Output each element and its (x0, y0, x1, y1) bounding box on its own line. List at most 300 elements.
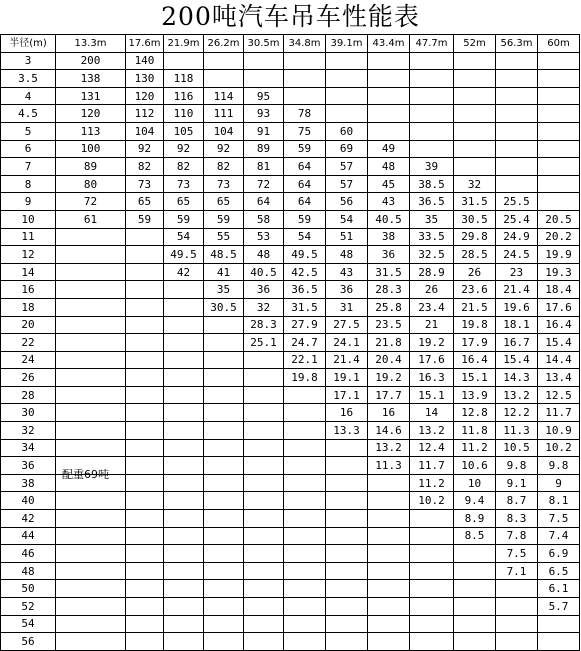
capacity-cell (164, 351, 204, 369)
capacity-cell (56, 510, 126, 528)
capacity-cell: 42.5 (284, 263, 326, 281)
capacity-cell: 82 (126, 158, 164, 176)
table-row (1, 439, 580, 457)
capacity-cell (244, 527, 284, 545)
radius-cell: 8 (1, 175, 56, 193)
capacity-cell: 59 (164, 210, 204, 228)
capacity-cell: 72 (56, 193, 126, 211)
radius-cell: 24 (1, 351, 56, 369)
capacity-cell: 12.8 (454, 404, 496, 422)
capacity-cell: 57 (326, 175, 368, 193)
capacity-cell: 82 (164, 158, 204, 176)
capacity-cell (204, 474, 244, 492)
capacity-cell: 42 (164, 263, 204, 281)
table-row (1, 510, 580, 528)
capacity-cell: 105 (164, 122, 204, 140)
capacity-cell (126, 422, 164, 440)
capacity-cell: 48 (244, 246, 284, 264)
capacity-cell (244, 422, 284, 440)
capacity-cell: 15.4 (538, 334, 580, 352)
capacity-cell: 18.4 (538, 281, 580, 299)
capacity-cell: 19.8 (454, 316, 496, 334)
capacity-cell: 28.5 (454, 246, 496, 264)
table-row (1, 122, 580, 140)
capacity-cell (368, 562, 410, 580)
radius-cell: 42 (1, 510, 56, 528)
table-row (1, 369, 580, 387)
capacity-cell (326, 52, 368, 70)
capacity-cell (454, 70, 496, 88)
table-row (1, 580, 580, 598)
table-row (1, 422, 580, 440)
capacity-cell: 32 (244, 298, 284, 316)
capacity-cell (368, 633, 410, 651)
capacity-cell (368, 615, 410, 633)
capacity-cell (410, 87, 454, 105)
capacity-cell: 29.8 (454, 228, 496, 246)
capacity-cell: 15.1 (410, 386, 454, 404)
capacity-cell (204, 457, 244, 475)
capacity-cell (538, 615, 580, 633)
capacity-cell: 200 (56, 52, 126, 70)
capacity-cell: 13.9 (454, 386, 496, 404)
capacity-cell: 56 (326, 193, 368, 211)
radius-cell: 4.5 (1, 105, 56, 123)
table-row (1, 70, 580, 88)
radius-cell: 46 (1, 545, 56, 563)
table-row (1, 263, 580, 281)
capacity-cell: 16.4 (538, 316, 580, 334)
table-row (1, 52, 580, 70)
radius-cell: 30 (1, 404, 56, 422)
capacity-cell: 9.1 (496, 474, 538, 492)
capacity-cell: 104 (126, 122, 164, 140)
capacity-cell: 112 (126, 105, 164, 123)
capacity-cell: 17.7 (368, 386, 410, 404)
capacity-cell: 8.3 (496, 510, 538, 528)
capacity-cell (410, 122, 454, 140)
table-row (1, 633, 580, 651)
capacity-cell: 17.6 (538, 298, 580, 316)
capacity-cell (244, 492, 284, 510)
capacity-cell: 17.6 (410, 351, 454, 369)
capacity-cell: 60 (326, 122, 368, 140)
radius-cell: 32 (1, 422, 56, 440)
capacity-cell: 19.2 (410, 334, 454, 352)
capacity-cell (164, 316, 204, 334)
capacity-cell: 31.5 (368, 263, 410, 281)
capacity-cell: 8.1 (538, 492, 580, 510)
radius-header: 半径(m) (1, 35, 56, 53)
radius-cell: 6 (1, 140, 56, 158)
table-row (1, 281, 580, 299)
counterweight-note: 配重69吨 (62, 468, 109, 481)
capacity-cell: 15.1 (454, 369, 496, 387)
capacity-cell (496, 70, 538, 88)
capacity-cell (126, 228, 164, 246)
table-row (1, 246, 580, 264)
capacity-cell (326, 457, 368, 475)
capacity-cell: 92 (204, 140, 244, 158)
capacity-cell: 13.3 (326, 422, 368, 440)
table-row (1, 175, 580, 193)
table-row (1, 562, 580, 580)
capacity-cell (164, 404, 204, 422)
capacity-cell: 95 (244, 87, 284, 105)
capacity-cell: 35 (204, 281, 244, 299)
capacity-cell: 19.2 (368, 369, 410, 387)
capacity-cell (204, 439, 244, 457)
capacity-cell (164, 580, 204, 598)
capacity-cell (164, 457, 204, 475)
capacity-cell: 75 (284, 122, 326, 140)
capacity-cell: 48 (326, 246, 368, 264)
capacity-cell (326, 633, 368, 651)
capacity-cell: 18.1 (496, 316, 538, 334)
table-row (1, 615, 580, 633)
radius-cell: 7 (1, 158, 56, 176)
capacity-cell: 8.7 (496, 492, 538, 510)
capacity-cell (126, 386, 164, 404)
table-row (1, 404, 580, 422)
radius-cell: 14 (1, 263, 56, 281)
table-row (1, 351, 580, 369)
capacity-cell (56, 386, 126, 404)
capacity-cell (326, 105, 368, 123)
capacity-cell (244, 510, 284, 528)
table-row (1, 193, 580, 211)
capacity-cell (410, 70, 454, 88)
capacity-cell (284, 492, 326, 510)
capacity-cell: 64 (284, 175, 326, 193)
capacity-cell: 14 (410, 404, 454, 422)
capacity-cell (244, 633, 284, 651)
capacity-cell (56, 298, 126, 316)
capacity-cell: 110 (164, 105, 204, 123)
capacity-cell (454, 52, 496, 70)
capacity-cell (454, 562, 496, 580)
capacity-cell (496, 615, 538, 633)
capacity-cell (284, 87, 326, 105)
capacity-cell: 45 (368, 175, 410, 193)
capacity-cell (244, 580, 284, 598)
capacity-cell: 23.6 (454, 281, 496, 299)
header-row (1, 35, 580, 53)
capacity-cell (126, 369, 164, 387)
capacity-cell: 6.5 (538, 562, 580, 580)
radius-cell: 22 (1, 334, 56, 352)
capacity-cell (538, 105, 580, 123)
capacity-cell: 120 (56, 105, 126, 123)
capacity-cell: 12.5 (538, 386, 580, 404)
capacity-cell: 14.4 (538, 351, 580, 369)
capacity-cell: 23.4 (410, 298, 454, 316)
capacity-cell (126, 263, 164, 281)
boom-length-header: 26.2m (204, 35, 244, 53)
capacity-cell (204, 404, 244, 422)
capacity-cell (164, 369, 204, 387)
capacity-cell: 65 (164, 193, 204, 211)
radius-cell: 5 (1, 122, 56, 140)
table-row (1, 140, 580, 158)
page-title: 200吨汽车吊车性能表 (161, 2, 420, 31)
capacity-cell: 81 (244, 158, 284, 176)
capacity-cell (164, 439, 204, 457)
capacity-cell (126, 527, 164, 545)
capacity-cell (204, 492, 244, 510)
capacity-cell: 59 (126, 210, 164, 228)
capacity-cell (126, 510, 164, 528)
capacity-cell: 111 (204, 105, 244, 123)
radius-cell: 10 (1, 210, 56, 228)
capacity-cell (244, 545, 284, 563)
capacity-cell (126, 615, 164, 633)
capacity-cell (204, 386, 244, 404)
radius-cell: 12 (1, 246, 56, 264)
capacity-cell (56, 281, 126, 299)
capacity-cell: 12.4 (410, 439, 454, 457)
capacity-cell (56, 422, 126, 440)
capacity-cell: 38 (368, 228, 410, 246)
capacity-cell (164, 298, 204, 316)
capacity-cell (368, 105, 410, 123)
table-row (1, 228, 580, 246)
capacity-cell (326, 87, 368, 105)
radius-cell: 28 (1, 386, 56, 404)
capacity-cell (326, 70, 368, 88)
capacity-cell (244, 70, 284, 88)
radius-cell: 40 (1, 492, 56, 510)
capacity-cell (368, 87, 410, 105)
capacity-cell: 65 (126, 193, 164, 211)
capacity-cell (284, 633, 326, 651)
capacity-cell (496, 140, 538, 158)
capacity-cell (538, 158, 580, 176)
capacity-cell: 28.3 (368, 281, 410, 299)
capacity-cell: 48.5 (204, 246, 244, 264)
capacity-cell: 19.8 (284, 369, 326, 387)
capacity-cell (410, 510, 454, 528)
capacity-cell: 32 (454, 175, 496, 193)
capacity-cell: 36.5 (410, 193, 454, 211)
capacity-cell (496, 633, 538, 651)
capacity-cell: 39 (410, 158, 454, 176)
capacity-cell (326, 492, 368, 510)
table-row (1, 492, 580, 510)
boom-length-header: 13.3m (56, 35, 126, 53)
capacity-cell: 118 (164, 70, 204, 88)
capacity-cell (56, 492, 126, 510)
capacity-cell: 64 (284, 193, 326, 211)
boom-length-header: 56.3m (496, 35, 538, 53)
capacity-cell: 11.2 (410, 474, 454, 492)
capacity-cell: 73 (126, 175, 164, 193)
capacity-cell (454, 105, 496, 123)
capacity-cell: 19.3 (538, 263, 580, 281)
capacity-cell: 10.6 (454, 457, 496, 475)
table-row (1, 316, 580, 334)
capacity-cell: 16.7 (496, 334, 538, 352)
capacity-cell (496, 158, 538, 176)
capacity-cell: 131 (56, 87, 126, 105)
capacity-cell: 59 (204, 210, 244, 228)
capacity-cell (410, 615, 454, 633)
capacity-cell: 24.9 (496, 228, 538, 246)
table-row (1, 598, 580, 616)
capacity-cell: 11.7 (410, 457, 454, 475)
capacity-cell: 27.5 (326, 316, 368, 334)
capacity-cell (126, 404, 164, 422)
capacity-cell: 14.6 (368, 422, 410, 440)
capacity-cell: 16 (368, 404, 410, 422)
capacity-cell (244, 369, 284, 387)
capacity-cell: 64 (244, 193, 284, 211)
capacity-cell: 49.5 (164, 246, 204, 264)
capacity-cell: 21.8 (368, 334, 410, 352)
capacity-cell (368, 122, 410, 140)
capacity-cell (410, 140, 454, 158)
capacity-cell (244, 404, 284, 422)
capacity-cell (126, 598, 164, 616)
capacity-cell: 140 (126, 52, 164, 70)
capacity-cell: 25.5 (496, 193, 538, 211)
capacity-cell: 120 (126, 87, 164, 105)
capacity-cell: 10.5 (496, 439, 538, 457)
capacity-cell (284, 70, 326, 88)
capacity-cell (454, 87, 496, 105)
capacity-cell (204, 527, 244, 545)
capacity-cell (326, 598, 368, 616)
boom-length-header: 17.6m (126, 35, 164, 53)
capacity-cell (164, 386, 204, 404)
radius-cell: 36 (1, 457, 56, 475)
capacity-cell (56, 404, 126, 422)
capacity-cell: 49 (368, 140, 410, 158)
capacity-cell: 59 (284, 210, 326, 228)
capacity-cell (244, 615, 284, 633)
capacity-cell: 21.4 (496, 281, 538, 299)
capacity-cell: 31.5 (454, 193, 496, 211)
capacity-cell (538, 140, 580, 158)
capacity-cell: 17.1 (326, 386, 368, 404)
capacity-cell: 64 (284, 158, 326, 176)
capacity-cell: 72 (244, 175, 284, 193)
capacity-cell: 92 (126, 140, 164, 158)
capacity-cell (410, 52, 454, 70)
capacity-cell (56, 562, 126, 580)
capacity-cell (326, 474, 368, 492)
capacity-cell (284, 510, 326, 528)
capacity-cell: 20.4 (368, 351, 410, 369)
capacity-cell: 100 (56, 140, 126, 158)
capacity-cell (496, 175, 538, 193)
capacity-cell (496, 598, 538, 616)
capacity-cell (284, 439, 326, 457)
capacity-cell: 16 (326, 404, 368, 422)
capacity-cell (410, 598, 454, 616)
capacity-cell (454, 580, 496, 598)
capacity-cell (244, 598, 284, 616)
capacity-cell (56, 351, 126, 369)
radius-cell: 56 (1, 633, 56, 651)
capacity-cell (368, 52, 410, 70)
capacity-cell: 89 (56, 158, 126, 176)
capacity-cell (164, 527, 204, 545)
capacity-cell (204, 545, 244, 563)
radius-cell: 54 (1, 615, 56, 633)
capacity-cell: 10.2 (538, 439, 580, 457)
capacity-cell (326, 510, 368, 528)
capacity-cell (538, 175, 580, 193)
capacity-cell: 104 (204, 122, 244, 140)
capacity-cell: 26 (454, 263, 496, 281)
capacity-cell (164, 615, 204, 633)
capacity-cell: 11.3 (496, 422, 538, 440)
capacity-cell: 19.9 (538, 246, 580, 264)
capacity-cell (284, 580, 326, 598)
capacity-cell (538, 87, 580, 105)
capacity-cell: 20.5 (538, 210, 580, 228)
capacity-cell (368, 598, 410, 616)
capacity-cell (204, 369, 244, 387)
capacity-cell: 31 (326, 298, 368, 316)
capacity-cell (164, 562, 204, 580)
capacity-cell (326, 545, 368, 563)
boom-length-header: 47.7m (410, 35, 454, 53)
capacity-cell: 69 (326, 140, 368, 158)
radius-cell: 16 (1, 281, 56, 299)
capacity-cell (126, 298, 164, 316)
capacity-cell (164, 281, 204, 299)
capacity-cell (204, 510, 244, 528)
capacity-cell: 25.4 (496, 210, 538, 228)
capacity-cell: 8.9 (454, 510, 496, 528)
capacity-cell (126, 334, 164, 352)
radius-cell: 34 (1, 439, 56, 457)
capacity-cell: 14.3 (496, 369, 538, 387)
capacity-cell (284, 615, 326, 633)
capacity-cell (56, 545, 126, 563)
capacity-cell: 65 (204, 193, 244, 211)
capacity-cell: 33.5 (410, 228, 454, 246)
capacity-cell (496, 105, 538, 123)
table-row (1, 158, 580, 176)
capacity-cell (164, 545, 204, 563)
capacity-cell (126, 633, 164, 651)
capacity-cell: 92 (164, 140, 204, 158)
capacity-cell (164, 510, 204, 528)
capacity-cell (126, 439, 164, 457)
capacity-cell: 16.4 (454, 351, 496, 369)
capacity-cell (410, 580, 454, 598)
table-row (1, 386, 580, 404)
capacity-cell: 23 (496, 263, 538, 281)
radius-cell: 11 (1, 228, 56, 246)
capacity-cell: 54 (326, 210, 368, 228)
capacity-cell: 89 (244, 140, 284, 158)
capacity-cell (204, 52, 244, 70)
capacity-cell: 11.3 (368, 457, 410, 475)
capacity-cell: 21 (410, 316, 454, 334)
capacity-cell: 25.1 (244, 334, 284, 352)
boom-length-header: 43.4m (368, 35, 410, 53)
capacity-cell (244, 351, 284, 369)
capacity-cell: 9.4 (454, 492, 496, 510)
boom-length-header: 52m (454, 35, 496, 53)
capacity-cell (164, 633, 204, 651)
capacity-cell (244, 474, 284, 492)
boom-length-header: 21.9m (164, 35, 204, 53)
